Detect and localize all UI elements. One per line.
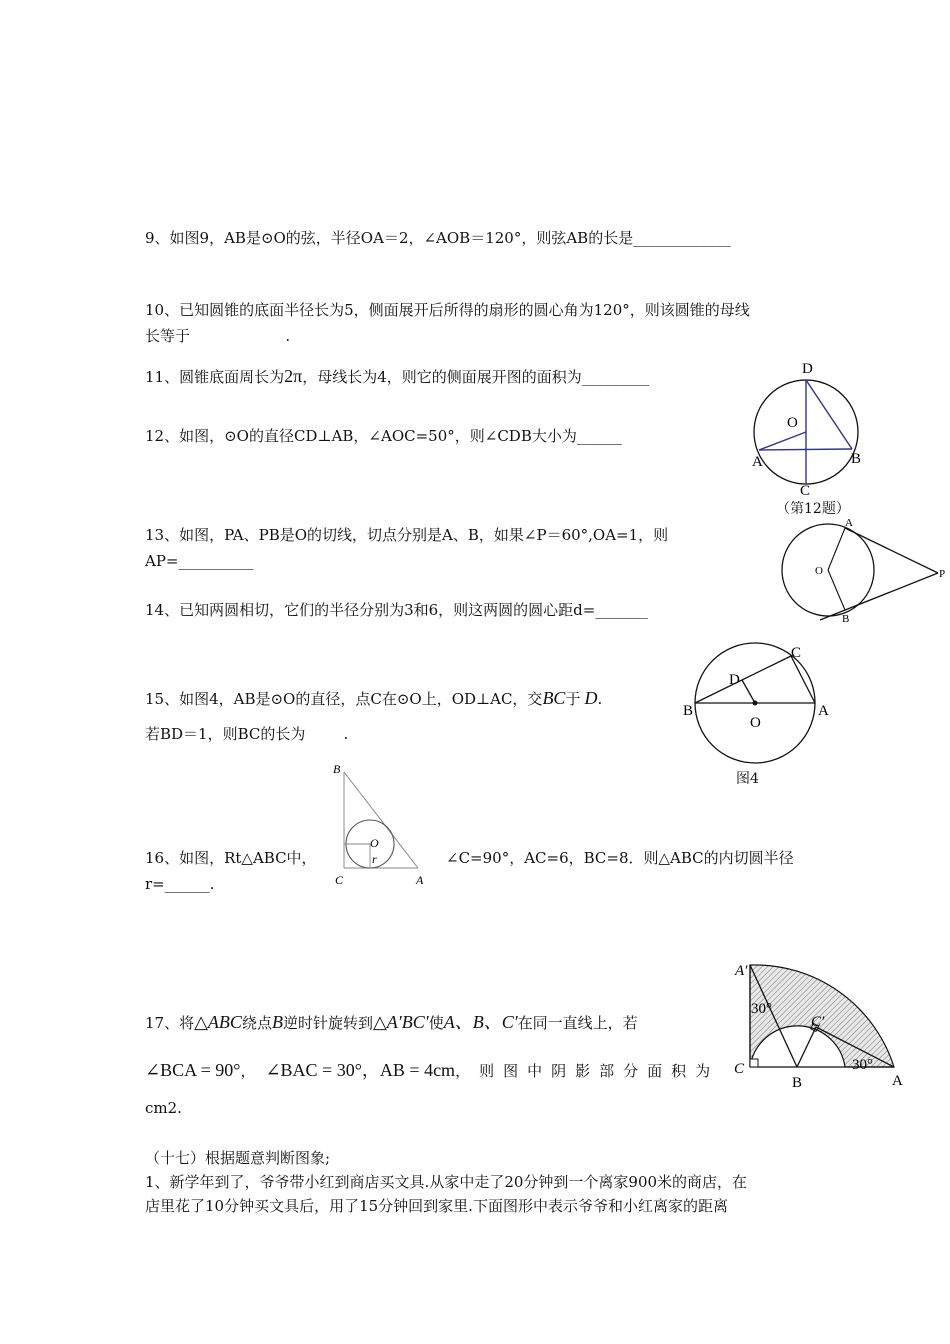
q11-text-post: ，母线长为4，则它的侧面展开图的面积为_________ xyxy=(302,368,650,386)
q17-math-b: B xyxy=(271,1012,283,1032)
q17-text-comma: ， xyxy=(240,1062,256,1080)
q15-math-bc: BC xyxy=(542,688,566,708)
question-17-line2 xyxy=(145,1060,719,1081)
fig4-label-o: O xyxy=(750,715,761,731)
fig4-label-a: A xyxy=(818,703,829,719)
fig12-label-b: B xyxy=(851,451,862,467)
question-11 xyxy=(145,366,649,387)
section-17-title: （十七）根据题意判断图象; xyxy=(145,1149,331,1167)
question-10-line2: 长等于 . xyxy=(145,327,291,345)
q17-math-angle-bca: ∠BCA = 90° xyxy=(145,1060,241,1080)
question-15-line1 xyxy=(145,688,602,709)
fig13-label-a: A xyxy=(845,517,853,529)
question-16-line2: r=______. xyxy=(145,875,215,893)
fig16-label-r: r xyxy=(372,852,377,866)
fig17-label-30-right: 30° xyxy=(852,1057,873,1073)
fig16-label-b: B xyxy=(333,762,341,776)
fig12-label-c: C xyxy=(800,483,811,499)
fig4-label-d: D xyxy=(729,672,740,688)
fig17-label-30-top: 30° xyxy=(751,1001,772,1017)
question-17-line3: cm2. xyxy=(145,1099,182,1117)
q17-text-t4: 在同一直线上，若 xyxy=(517,1014,638,1032)
q15-text-pre: 15、如图4，AB是⊙O的直径，点C在⊙O上，OD⊥AC，交 xyxy=(145,690,543,708)
fig17-label-c-prime: C′ xyxy=(811,1014,825,1030)
fig4-label-b: B xyxy=(683,703,694,719)
q17-math-angle-bac: ∠BAC = 30°，AB = 4cm xyxy=(265,1060,456,1080)
question-17-line1 xyxy=(145,1012,638,1033)
q17-text-pre: 17、将 xyxy=(145,1014,195,1032)
q11-text-pre: 11、圆锥底面周长为 xyxy=(145,368,285,386)
question-16-post: ∠C=90°，AC=6，BC=8．则△ABC的内切圆半径 xyxy=(446,849,794,867)
q15-text-post: . xyxy=(597,690,603,708)
figure-4-circle xyxy=(680,640,835,770)
figure-12-caption: （第12题） xyxy=(776,501,850,517)
question-14: 14、已知两圆相切，它们的半径分别为3和6，则这两圆的圆心距d=_______ xyxy=(145,601,648,619)
figure-12-circle xyxy=(745,355,875,505)
fig16-label-o: O xyxy=(370,836,379,850)
q11-math-2pi: 2π xyxy=(284,366,303,386)
q15-text-mid: 于 xyxy=(565,690,581,708)
fig17-label-b: B xyxy=(792,1075,803,1091)
fig13-label-o: O xyxy=(815,565,823,577)
question-13-line2: AP=__________ xyxy=(145,552,254,570)
fig12-label-d: D xyxy=(802,361,813,377)
q17-text-t5: ，则图中阴影部分面积为 xyxy=(455,1062,720,1080)
section-17-line2: 店里花了10分钟买文具后，用了15分钟回到家里.下面图形中表示爷爷和小红离家的距离 xyxy=(145,1197,728,1215)
question-12: 12、如图，⊙O的直径CD⊥AB，∠AOC=50°，则∠CDB大小为______ xyxy=(145,427,622,445)
figure-17-rotation xyxy=(728,955,908,1090)
fig12-label-o: O xyxy=(787,415,798,431)
question-9: 9、如图9，AB是⊙O的弦，半径OA＝2，∠AOB＝120°，则弦AB的长是_____________ xyxy=(145,229,731,247)
fig13-label-b: B xyxy=(842,613,850,625)
section-17-line1: 1、新学年到了，爷爷带小红到商店买文具.从家中走了20分钟到一个离家900米的商店，在 xyxy=(145,1173,748,1191)
fig17-label-a: A xyxy=(892,1073,903,1089)
q17-math-abc-prime: △A′BC′ xyxy=(372,1012,429,1032)
question-16-pre: 16、如图，Rt△ABC中， xyxy=(145,849,317,867)
q17-math-abc: △ABC xyxy=(194,1012,242,1032)
fig16-label-a: A xyxy=(416,873,424,887)
fig13-label-p: P xyxy=(939,568,946,580)
q17-math-points: A、B、C′ xyxy=(443,1012,518,1032)
question-13-line1: 13、如图，PA、PB是O的切线，切点分别是A、B，如果∠P＝60°,OA=1，则 xyxy=(145,526,669,544)
q17-text-t3: 使 xyxy=(428,1014,444,1032)
q17-text-t2: 逆时针旋转到 xyxy=(282,1014,373,1032)
question-10-line1: 10、已知圆锥的底面半径长为5，侧面展开后所得的扇形的圆心角为120°，则该圆锥的母线 xyxy=(145,301,750,319)
figure-13-tangents xyxy=(775,515,950,627)
fig4-label-c: C xyxy=(791,645,802,661)
q17-text-t1: 绕点 xyxy=(241,1014,272,1032)
figure-16-triangle xyxy=(328,760,438,890)
fig16-label-c: C xyxy=(335,873,344,887)
fig17-label-c: C xyxy=(734,1061,745,1077)
fig17-label-a-prime: A′ xyxy=(735,963,748,979)
figure-4-caption: 图4 xyxy=(736,771,759,787)
question-15-line2: 若BD＝1，则BC的长为 . xyxy=(145,725,349,743)
fig12-label-a: A xyxy=(752,454,763,470)
q15-math-d: D xyxy=(584,688,598,708)
